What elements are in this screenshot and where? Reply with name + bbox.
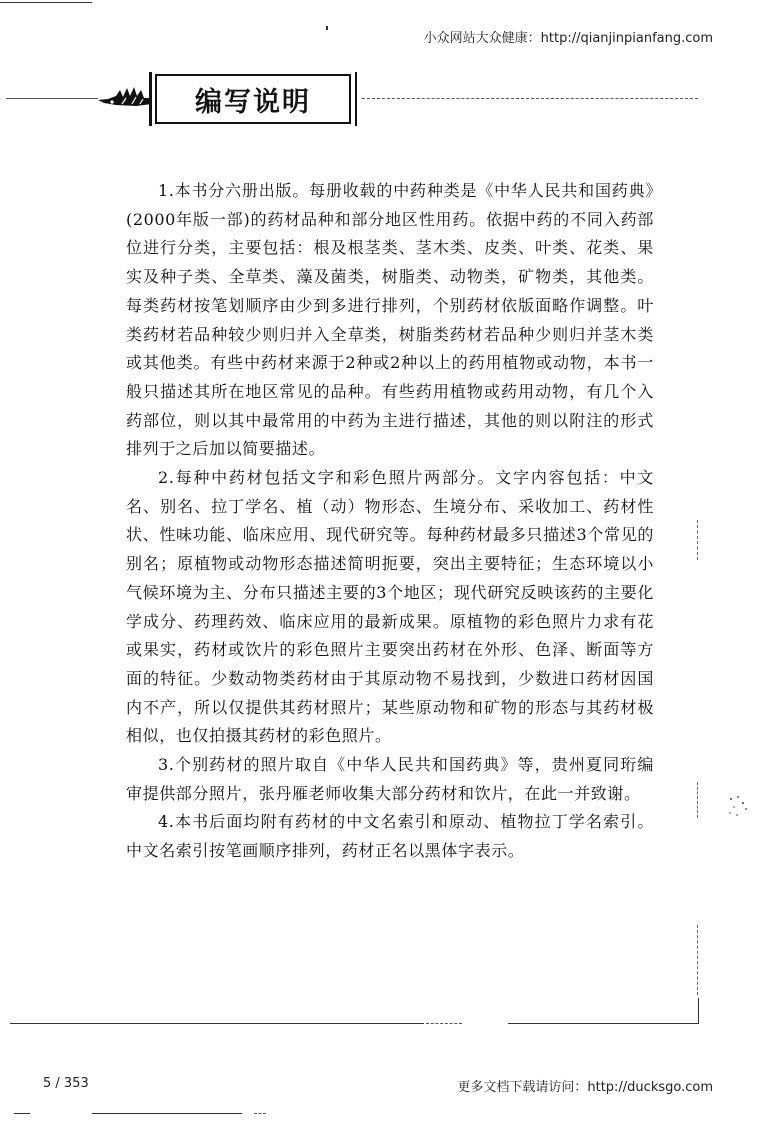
flower-ornament-icon <box>96 84 154 112</box>
footer-scan-line-2 <box>92 1113 242 1114</box>
paragraph-1: 1.本书分六册出版。每册收载的中药种类是《中华人民共和国药典》(2000年版一部)的药材品种和部分地区性用药。依据中药的不同入药部位进行分类，主要包括：根及根茎类、茎木类、皮类、叶类、花类、果实及种子类、全草类、藻及菌类，树脂类、动物类，矿物类，其他类。每类药材按笔划顺序由少到多进行排列，个别药材依版面略作调整。叶类药材若品种较少则归并入全草类，树脂类药材若品种少则归并茎木类或其他类。有些中药材来源于2种或2种以上的药用植物或动物，本书一般只描述其所在地区常见的品种。有些药用植物或药用动物，有几个入药部位，则以其中最常用的中药为主进行描述，其他的则以附注的形式排列于之后加以简要描述。 <box>126 181 654 459</box>
header-watermark: 小众网站大众健康：http://qianjinpianfang.com <box>423 31 713 46</box>
top-left-scan-line <box>0 2 92 3</box>
bottom-right-corner <box>698 998 699 1024</box>
scan-speckle <box>728 795 750 821</box>
paragraph-4: 4.本书后面均附有药材的中文名索引和原动、植物拉丁学名索引。中文名索引按笔画顺序排列，药材正名以黑体字表示。 <box>126 812 654 861</box>
right-margin-dash-1 <box>697 520 698 560</box>
title-box <box>155 74 351 124</box>
top-tick-mark <box>326 26 328 30</box>
footer-scan-line-3 <box>254 1113 266 1114</box>
page-title: 编写说明 <box>195 86 311 118</box>
bottom-rule-middle <box>426 1023 462 1024</box>
right-margin-dash-3 <box>697 925 698 995</box>
bottom-rule-left <box>10 1023 424 1024</box>
footer-scan-line-1 <box>14 1113 30 1114</box>
page-number: 5 / 353 <box>43 1076 89 1091</box>
paragraph-2: 2.每种中药材包括文字和彩色照片两部分。文字内容包括：中文名、别名、拉丁学名、植（动）物形态、生境分布、采收加工、药材性状、性味功能、临床应用、现代研究等。每种药材最多只描述3个常见的别名；原植物或动物形态描述简明扼要，突出主要特征；生态环境以小气候环境为主、分布只描述主要的3个地区；现代研究反映该药的主要化学成分、药理药效、临床应用的最新成果。原植物的彩色照片力求有花或果实，药材或饮片的彩色照片主要突出药材在外形、色泽、断面等方面的特征。少数动物类药材由于其原动物不易找到，少数进口药材因国内不产，所以仅提供其药材照片；某些原动物和矿物的形态与其药材极相似，也仅拍摄其药材的彩色照片。 <box>126 468 654 746</box>
body-content <box>126 177 654 866</box>
title-left-rule <box>6 98 98 99</box>
paragraph-3: 3.个别药材的照片取自《中华人民共和国药典》等，贵州夏同珩编审提供部分照片，张丹雁老师收集大部分药材和饮片，在此一并致谢。 <box>126 755 654 803</box>
title-right-rule <box>362 98 698 99</box>
footer-watermark: 更多文档下载请访问：http://ducksgo.com <box>457 1080 713 1095</box>
bottom-rule-right <box>508 1023 698 1024</box>
right-margin-dash-2 <box>697 782 698 818</box>
